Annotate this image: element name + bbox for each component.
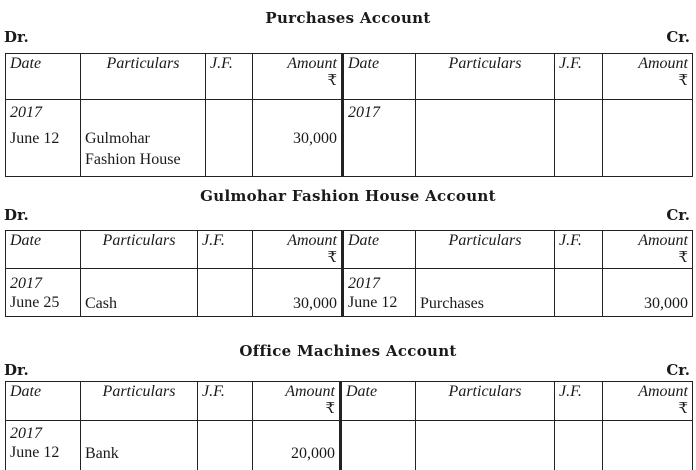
debit-particulars-cell: Gulmohar Fashion House: [81, 100, 206, 177]
office-machines-account-title: Office Machines Account: [239, 342, 457, 360]
ledger-entry-row: [6, 100, 693, 177]
ledger-header-row: [6, 382, 693, 421]
debit-date-cell: 2017 June 12: [6, 421, 81, 470]
rupee-symbol: ₹: [678, 73, 688, 89]
ledger-entry-row: [6, 269, 693, 317]
particulars-header: Particulars: [81, 54, 206, 100]
office-machines-ledger-table: [5, 381, 693, 470]
ledger-header-row: [6, 54, 693, 100]
credit-amount-cell: [603, 421, 693, 470]
credit-date-cell: 2017 June 12: [343, 269, 416, 317]
amount-header: Amount ₹: [253, 382, 341, 421]
gulmohar-account-title: Gulmohar Fashion House Account: [200, 187, 496, 205]
credit-label: Cr.: [666, 28, 690, 46]
date-header: Date: [6, 231, 81, 269]
amount-header: Amount ₹: [253, 231, 343, 269]
credit-label: Cr.: [666, 206, 690, 224]
date-header: Date: [341, 382, 416, 421]
jf-header: J.F.: [206, 54, 253, 100]
particulars-header: Particulars: [416, 231, 555, 269]
debit-label: Dr.: [4, 28, 29, 46]
credit-date-cell: 2017: [343, 100, 416, 177]
rupee-symbol: ₹: [678, 401, 688, 417]
debit-particulars-cell: Cash: [81, 269, 198, 317]
particulars-header: Particulars: [81, 231, 198, 269]
date-header: Date: [6, 382, 81, 421]
credit-jf-cell: [555, 100, 603, 177]
date-header: Date: [343, 231, 416, 269]
credit-particulars-cell: [416, 421, 555, 470]
credit-particulars-cell: Purchases: [416, 269, 555, 317]
amount-header: Amount ₹: [603, 382, 693, 421]
ledger-header-row: [6, 231, 693, 269]
debit-label: Dr.: [4, 206, 29, 224]
date-header: Date: [6, 54, 81, 100]
jf-header: J.F.: [555, 54, 603, 100]
rupee-symbol: ₹: [325, 401, 335, 417]
ledger-entry-row: [6, 421, 693, 470]
rupee-symbol: ₹: [678, 250, 688, 266]
particulars-header: Particulars: [416, 382, 555, 421]
credit-jf-cell: [555, 269, 603, 317]
debit-particulars-cell: Bank: [81, 421, 198, 470]
rupee-symbol: ₹: [327, 250, 337, 266]
amount-header: Amount ₹: [253, 54, 343, 100]
debit-date-cell: 2017 June 25: [6, 269, 81, 317]
purchases-account-title: Purchases Account: [265, 9, 431, 27]
date-header: Date: [343, 54, 416, 100]
credit-label: Cr.: [666, 361, 690, 379]
debit-amount-cell: 20,000: [253, 421, 341, 470]
purchases-ledger-table: [5, 53, 693, 177]
debit-jf-cell: [206, 100, 253, 177]
jf-header: J.F.: [555, 382, 603, 421]
particulars-header: Particulars: [81, 382, 198, 421]
credit-amount-cell: 30,000: [603, 269, 693, 317]
debit-jf-cell: [198, 269, 253, 317]
credit-jf-cell: [555, 421, 603, 470]
amount-header: Amount ₹: [603, 54, 693, 100]
amount-header: Amount ₹: [603, 231, 693, 269]
gulmohar-ledger-table: [5, 230, 693, 317]
debit-jf-cell: [198, 421, 253, 470]
debit-amount-cell: 30,000: [253, 100, 343, 177]
credit-date-cell: [341, 421, 416, 470]
credit-particulars-cell: [416, 100, 555, 177]
debit-amount-cell: 30,000: [253, 269, 343, 317]
jf-header: J.F.: [198, 231, 253, 269]
credit-amount-cell: [603, 100, 693, 177]
particulars-header: Particulars: [416, 54, 555, 100]
jf-header: J.F.: [555, 231, 603, 269]
debit-date-cell: 2017 June 12: [6, 100, 81, 177]
jf-header: J.F.: [198, 382, 253, 421]
rupee-symbol: ₹: [327, 73, 337, 89]
debit-label: Dr.: [4, 361, 29, 379]
